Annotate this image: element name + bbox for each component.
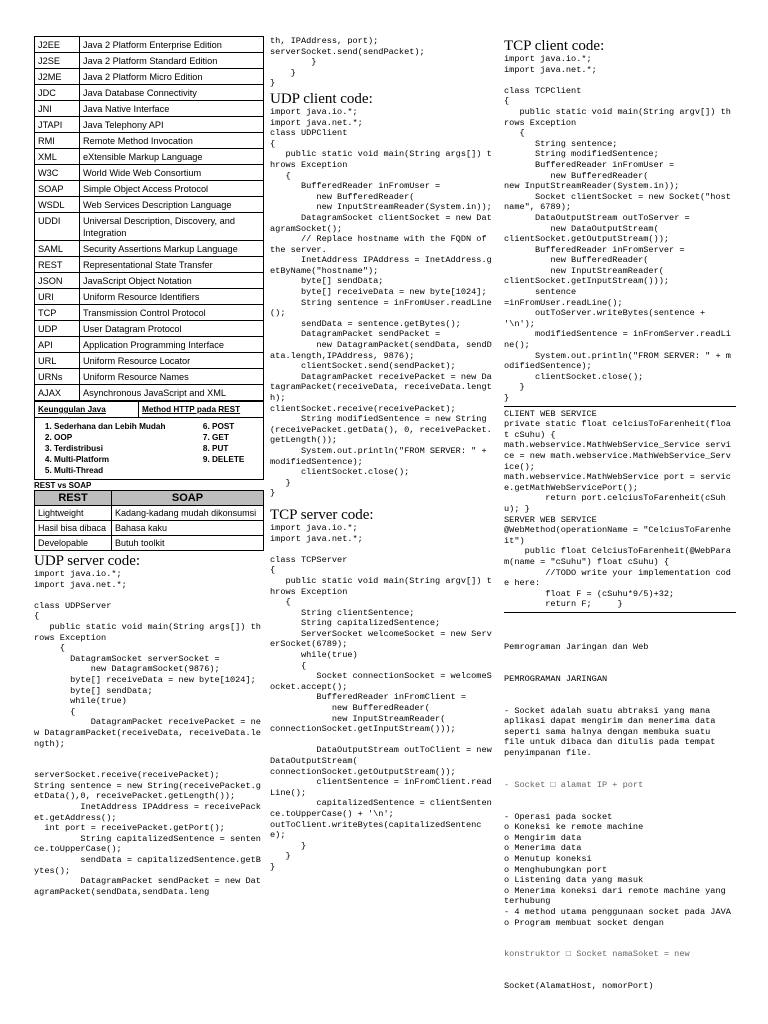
column-right (504, 36, 736, 1013)
abbreviation-value: Representational State Transfer (80, 257, 264, 273)
abbreviation-value: Uniform Resource Identifiers (80, 289, 264, 305)
list-item: 9. DELETE (212, 454, 244, 465)
tcp-client-code: import java.io.*; import java.net.*; class TCPClient { public static void main(String argv[]) throws Exception { String sentence; String modifiedSentence; BufferedReader inFromUser = new BufferedReader( new InputStreamReader(System.in)); Socket clientSocket = new Socket("hostname", 6789); DataOutputStream outToServer = new DataOutputStream( clientSocket.getOutputStream()); BufferedReader inFromServer = new BufferedReader( new InputStreamReader( clientSocket.getInputStream())); sentence =inFromUser.readLine(); outToServer.writeBytes(sentence + '\n'); modifiedSentence = inFromServer.readLine(); System.out.println("FROM SERVER: " + modifiedSentence); clientSocket.close(); } } (504, 54, 731, 403)
table-row (35, 353, 264, 369)
rest-cell: Hasil bisa dibaca (35, 521, 112, 536)
abbreviation-key: AJAX (35, 385, 80, 401)
table-row (35, 37, 264, 53)
table-row (35, 133, 264, 149)
notes-heading: PEMROGRAMAN JARINGAN (504, 673, 608, 684)
table-row (35, 181, 264, 197)
column-middle (270, 36, 496, 873)
udp-client-code: import java.io.*; import java.net.*; class UDPClient { public static void main(String args[]) throws Exception { BufferedReader inFromUser = new BufferedReader( new InputStreamReader(System.in)); DatagramSocket clientSocket = new DatagramSocket(); // Replace hostname with the FQDN of the server. InetAddress IPAddress = InetAddress.getByName("hostname"); byte[] sendData; byte[] receiveData = new byte[1024]; String sentence = inFromUser.readLine(); sendData = sentence.getBytes(); DatagramPacket sendPacket = new DatagramPacket(sendData, sendData.length,IPAddress, 9876); clientSocket.send(sendPacket); DatagramPacket receivePacket = new DatagramPacket(receiveData, receiveData.length); clientSocket.receive(receivePacket); String modifiedSentence = new String(receivePacket.getData(), 0, receivePacket.getLength()); System.out.println("FROM SERVER: " + modifiedSentence); clientSocket.close(); } } (270, 106, 492, 499)
abbreviation-value: Application Programming Interface (80, 337, 264, 353)
abbreviation-key: TCP (35, 305, 80, 321)
tcp-server-title: TCP server code: (270, 506, 374, 523)
abbreviation-value: Java Telephony API (80, 117, 264, 133)
abbreviation-key: API (35, 337, 80, 353)
abbreviation-value: eXtensible Markup Language (80, 149, 264, 165)
udp-server-title: UDP server code: (34, 553, 141, 569)
abbreviation-key: XML (35, 149, 80, 165)
abbreviation-value: Uniform Resource Names (80, 369, 264, 385)
abbreviation-value: Web Services Description Language (80, 197, 264, 213)
abbreviation-key: SAML (35, 241, 80, 257)
table-row (35, 117, 264, 133)
keunggulan-list (38, 421, 174, 476)
web-service-code: CLIENT WEB SERVICE private static float celciusToFarenheit(float cSuhu) { math.webservice.MathWebService_Service service = new math.webservice.MathWebService_Service(); math.webservice.MathWebService port = service.getMathWebServicePort(); return port.celciusToFarenheit(cSuhu); } SERVER WEB SERVICE @WebMethod(operationName = "CelciusToFarenheit") public float CelciusToFarenheit(@WebParam(name = "cSuhu") float cSuhu) { //TODO write your implementation code here: float F = (cSuhu*9/5)+32; return F; } (504, 408, 731, 610)
abbreviation-value: Security Assertions Markup Language (80, 241, 264, 257)
list-item: 1. Sederhana dan Lebih Mudah (54, 421, 174, 432)
keunggulan-header: Keunggulan Java (35, 402, 139, 418)
abbreviation-key: WSDL (35, 197, 80, 213)
rest-vs-soap-caption: REST vs SOAP (34, 481, 92, 490)
abbreviation-key: REST (35, 257, 80, 273)
tcp-client-title: TCP client code: (504, 38, 605, 54)
divider (504, 612, 736, 613)
notes-socket-address: - Socket □ alamat IP + port (504, 779, 644, 790)
abbreviation-value: Transmission Control Protocol (80, 305, 264, 321)
table-row (35, 149, 264, 165)
soap-cell: Butuh toolkit (112, 536, 264, 551)
table-row (35, 257, 264, 273)
abbreviation-value: World Wide Web Consortium (80, 165, 264, 181)
notes-constructor: konstruktor □ Socket namaSoket = new (504, 949, 690, 960)
table-row (35, 321, 264, 337)
http-method-header: Method HTTP pada REST (139, 402, 264, 418)
abbreviation-key: URNs (35, 369, 80, 385)
abbreviation-key: UDP (35, 321, 80, 337)
table-row (35, 305, 264, 321)
notes-socket-definition: - Socket adalah suatu abtraksi yang mana aplikasi dapat mengirim dan menerima data seperti sama halnya dengan membuka suatu file untuk dibaca dan ditulis pada tempat penyimpanan file. (504, 705, 716, 758)
rest-header: REST (35, 491, 112, 506)
abbreviation-key: J2SE (35, 53, 80, 69)
table-row (35, 165, 264, 181)
abbreviation-value: Java Native Interface (80, 101, 264, 117)
notes-constructor-args: Socket(AlamatHost, nomorPort) (504, 981, 654, 992)
column-left (34, 36, 264, 897)
abbreviation-key: UDDI (35, 213, 80, 241)
udp-client-title: UDP client code: (270, 90, 373, 107)
abbreviation-key: J2EE (35, 37, 80, 53)
tcp-server-code: import java.io.*; import java.net.*; class TCPServer { public static void main(String argv[]) throws Exception { String clientSentence; String capitalizedSentence; ServerSocket welcomeSocket = new ServerSocket(6789); while(true) { Socket connectionSocket = welcomeSocket.accept(); BufferedReader inFromClient = new BufferedReader( new InputStreamReader( connectionSocket.getInputStream())); DataOutputStream outToClient = new DataOutputStream( connectionSocket.getOutputStream()); clientSentence = inFromClient.readLine(); capitalizedSentence = clientSentence.toUpperCase() + '\n'; outToClient.writeBytes(capitalizedSentence); } } } (270, 522, 492, 872)
soap-cell: Kadang-kadang mudah dikonsumsi (112, 506, 264, 521)
table-row (35, 85, 264, 101)
abbreviation-table (34, 36, 264, 401)
abbreviation-value: Java 2 Platform Standard Edition (80, 53, 264, 69)
table-row (35, 273, 264, 289)
abbreviation-key: W3C (35, 165, 80, 181)
list-item: 7. GET (212, 432, 244, 443)
table-row (35, 289, 264, 305)
abbreviation-value: Remote Method Invocation (80, 133, 264, 149)
abbreviation-value: Java 2 Platform Enterprise Edition (80, 37, 264, 53)
abbreviation-value: User Datagram Protocol (80, 321, 264, 337)
abbreviation-value: Universal Description, Discovery, and Integration (80, 213, 264, 241)
list-item: 5. Multi-Thread (54, 465, 174, 476)
abbreviation-value: Uniform Resource Locator (80, 353, 264, 369)
abbreviation-value: JavaScript Object Notation (80, 273, 264, 289)
table-row (35, 521, 264, 536)
table-row (35, 101, 264, 117)
list-item: 6. POST (212, 421, 244, 432)
table-row (35, 369, 264, 385)
table-row (35, 53, 264, 69)
list-item: 3. Terdistribusi (54, 443, 174, 454)
http-method-list (174, 421, 244, 476)
abbreviation-value: Java 2 Platform Micro Edition (80, 69, 264, 85)
table-row (35, 536, 264, 551)
abbreviation-value: Simple Object Access Protocol (80, 181, 264, 197)
abbreviation-value: Asynchronous JavaScript and XML (80, 385, 264, 401)
abbreviation-key: SOAP (35, 181, 80, 197)
table-row (35, 385, 264, 401)
rest-vs-soap-table (34, 490, 264, 551)
abbreviation-key: RMI (35, 133, 80, 149)
abbreviation-value: Java Database Connectivity (80, 85, 264, 101)
list-item: 8. PUT (212, 443, 244, 454)
divider (504, 406, 736, 407)
soap-header: SOAP (112, 491, 264, 506)
table-row (35, 337, 264, 353)
rest-cell: Developable (35, 536, 112, 551)
notes-socket-operations: - Operasi pada socket o Koneksi ke remote machine o Mengirim data o Menerima data o Menutup koneksi o Menghubungkan port o Listening data yang masuk o Menerima koneksi dari remote machine yang terhubung - 4 method utama penggunaan socket pada JAVA o Program membuat socket dengan (504, 811, 731, 928)
abbreviation-key: JNI (35, 101, 80, 117)
abbreviation-key: J2ME (35, 69, 80, 85)
list-item: 2. OOP (54, 432, 174, 443)
table-row (35, 69, 264, 85)
table-row (35, 506, 264, 521)
abbreviation-key: JTAPI (35, 117, 80, 133)
list-item: 4. Multi-Platform (54, 454, 174, 465)
abbreviation-key: JDC (35, 85, 80, 101)
rest-cell: Lightweight (35, 506, 112, 521)
abbreviation-key: URI (35, 289, 80, 305)
notes-title: Pemrograman Jaringan dan Web (504, 642, 649, 653)
table-row (35, 213, 264, 241)
soap-cell: Bahasa kaku (112, 521, 264, 536)
udp-server-code: import java.io.*; import java.net.*; class UDPServer { public static void main(String args[]) throws Exception { DatagramSocket serverSocket = new DatagramSocket(9876); byte[] receiveData = new byte[1024]; byte[] sendData; while(true) { DatagramPacket receivePacket = new DatagramPacket(receiveData, receiveData.length); serverSocket.receive(receivePacket); String sentence = new String(receivePacket.getData(),0, receivePacket.getLength()); InetAddress IPAddress = receivePacket.getAddress(); int port = receivePacket.getPort(); String capitalizedSentence = sentence.toUpperCase(); sendData = capitalizedSentence.getBytes(); DatagramPacket sendPacket = new DatagramPacket(sendData,sendData.leng (34, 569, 261, 897)
table-row (35, 241, 264, 257)
notes-section (504, 621, 736, 1013)
abbreviation-key: JSON (35, 273, 80, 289)
keunggulan-table (34, 401, 264, 480)
abbreviation-key: URL (35, 353, 80, 369)
table-row (35, 197, 264, 213)
udp-server-code-continued: th, IPAddress, port); serverSocket.send(sendPacket); } } } (270, 36, 425, 89)
